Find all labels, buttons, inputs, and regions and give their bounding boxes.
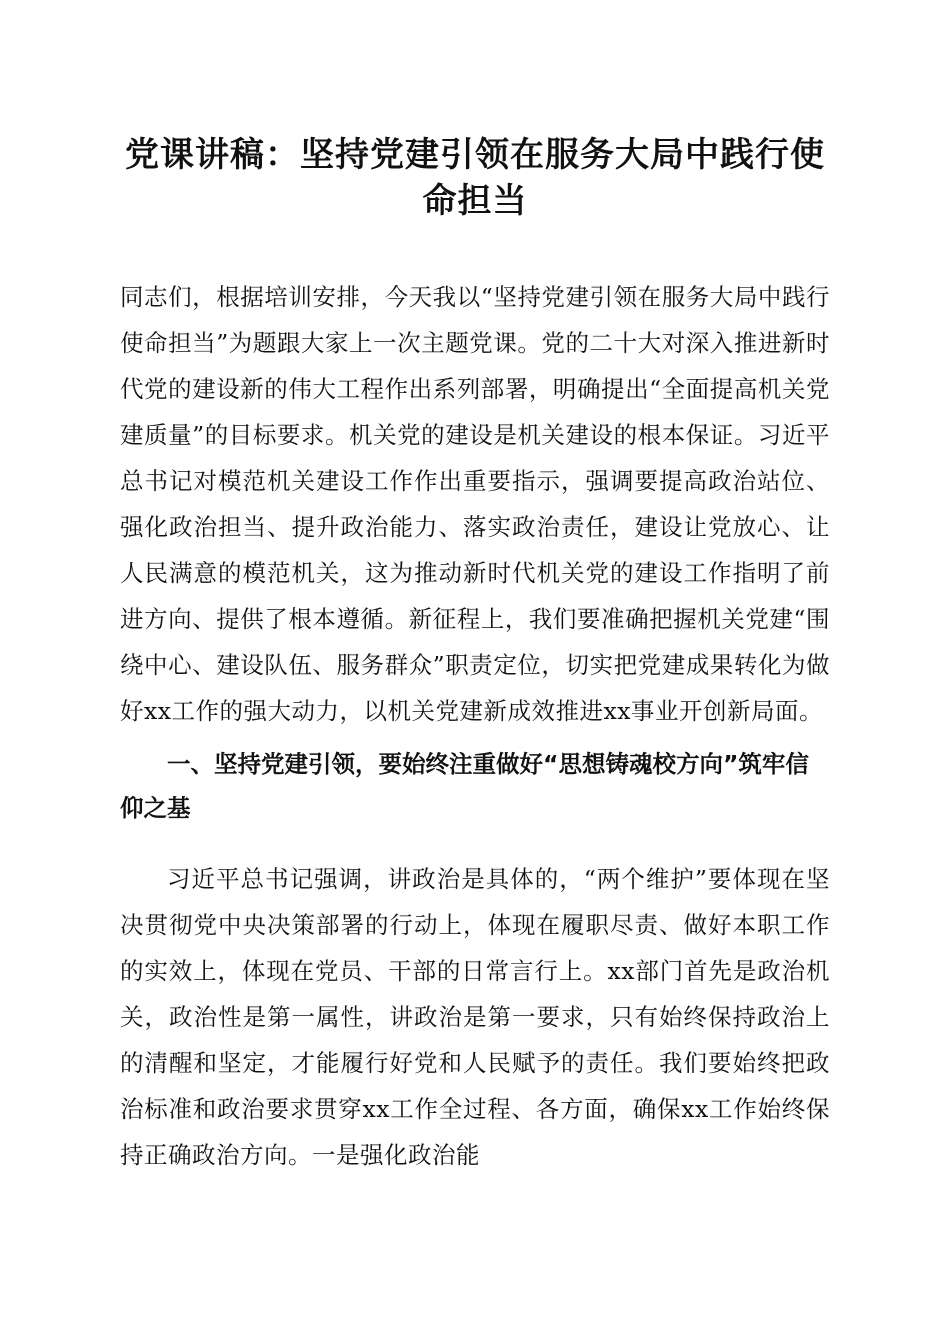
paragraph-intro: 同志们，根据培训安排，今天我以“坚持党建引领在服务大局中践行使命担当”为题跟大家上一次主题党课。党的二十大对深入推进新时代党的建设新的伟大工程作出系列部署，明确提出“全面提高机关党建质量”的目标要求。机关党的建设是机关建设的根本保证。习近平总书记对模范机关建设工作作出重要指示，强调要提高政治站位、强化政治担当、提升政治能力、落实政治责任，建设让党放心、让人民满意的模范机关，这为推动新时代机关党的建设工作指明了前进方向、提供了根本遵循。新征程上，我们要准确把握机关党建“围绕中心、建设队伍、服务群众”职责定位，切实把党建成果转化为做好xx工作的强大动力，以机关党建新成效推进xx事业开创新局面。 bbox=[120, 283, 830, 725]
section-heading-1: 一、坚持党建引领，要始终注重做好“思想铸魂校方向”筑牢信仰之基 bbox=[120, 750, 809, 822]
document-title: 党课讲稿：坚持党建引领在服务大局中践行使命担当 bbox=[125, 135, 825, 221]
paragraph-section-1: 习近平总书记强调，讲政治是具体的，“两个维护”要体现在坚决贯彻党中央决策部署的行动上，体现在履职尽责、做好本职工作的实效上，体现在党员、干部的日常言行上。xx部门首先是政治机关，政治性是第一属性，讲政治是第一要求，只有始终保持政治上的清醒和坚定，才能履行好党和人民赋予的责任。我们要始终把政治标准和政治要求贯穿xx工作全过程、各方面，确保xx工作始终保持正确政治方向。一是强化政治能 bbox=[120, 865, 830, 1169]
